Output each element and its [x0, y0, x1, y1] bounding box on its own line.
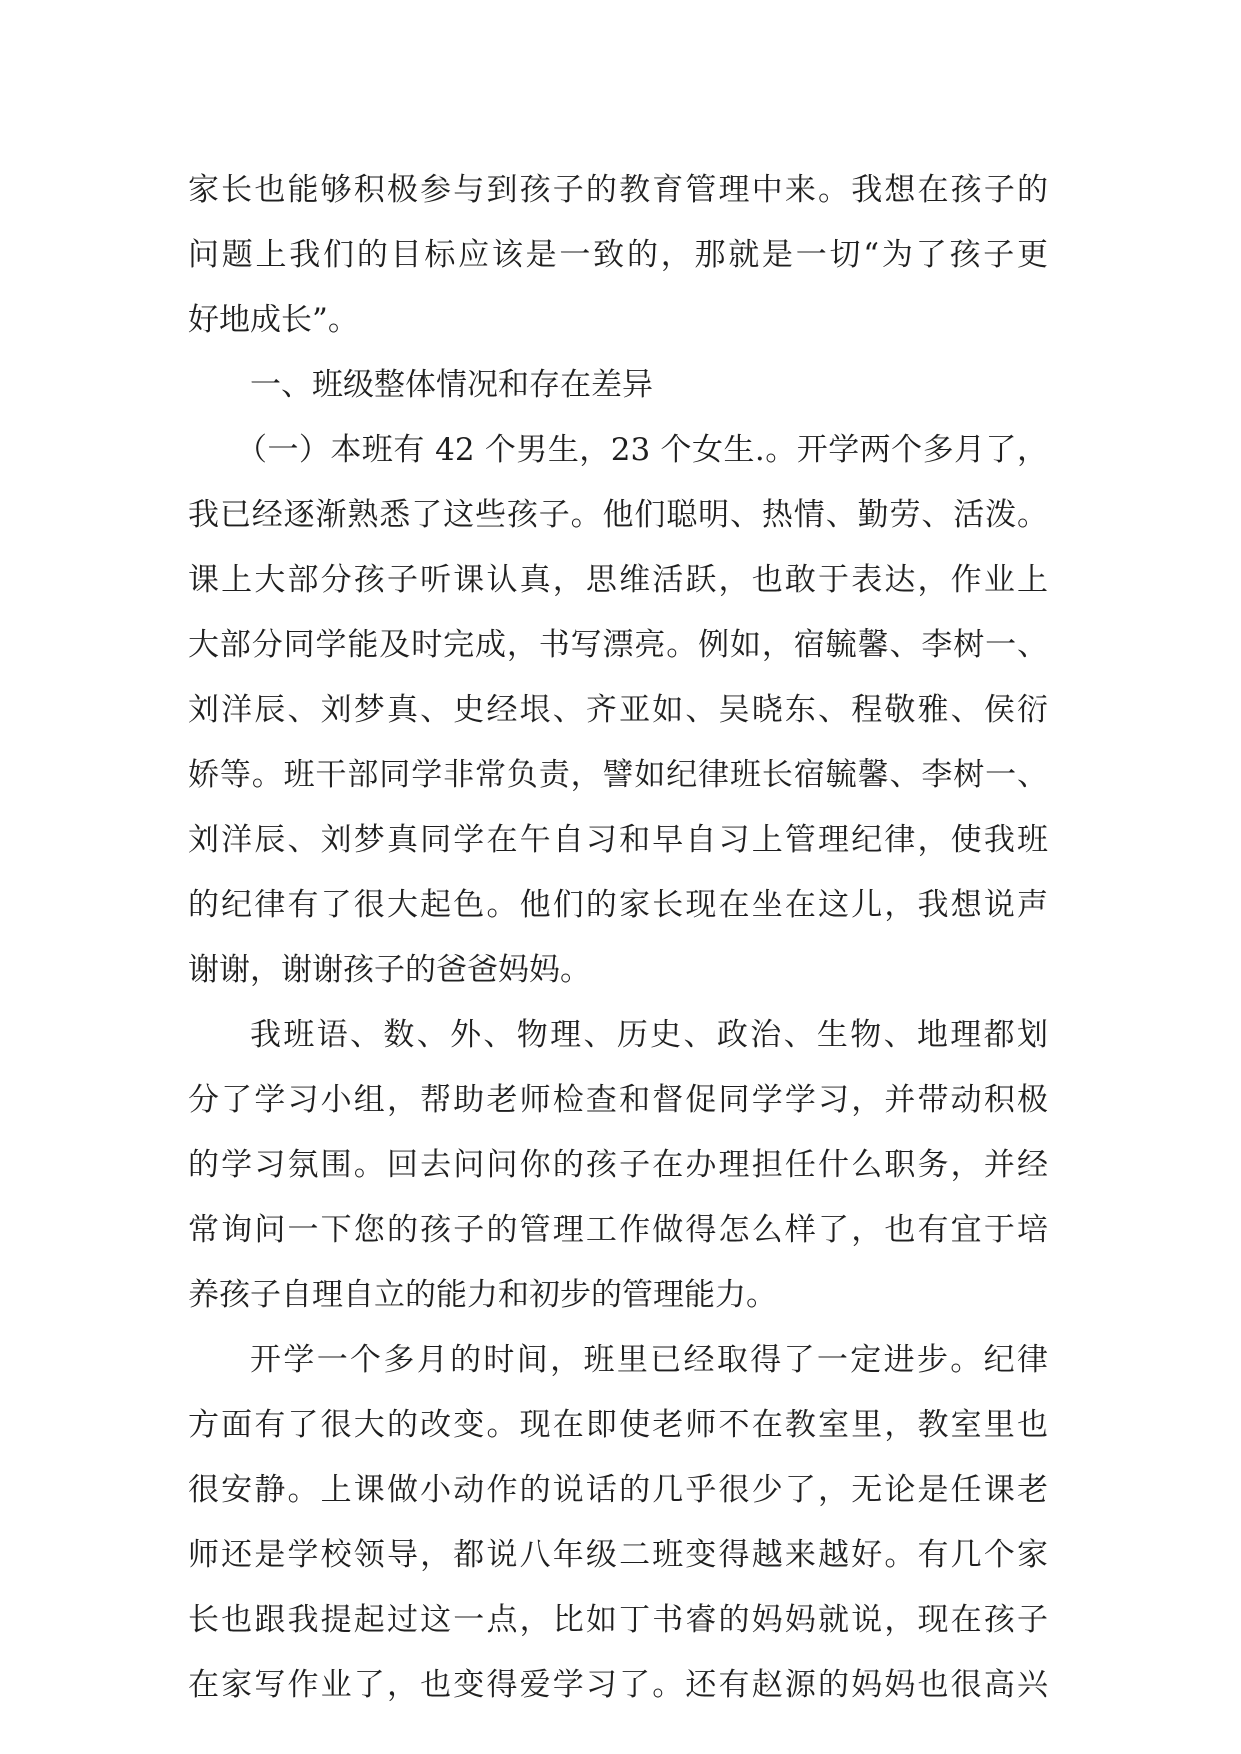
paragraph-start-line: 开学一个多月的时间，班里已经取得了一定进步。纪律	[250, 1342, 1048, 1378]
text-line: 课上大部分孩子听课认真，思维活跃，也敢于表达，作业上	[188, 562, 1048, 598]
text-line: 常询问一下您的孩子的管理工作做得怎么样了，也有宜于培	[188, 1212, 1048, 1248]
text-line: 很安静。上课做小动作的说话的几乎很少了，无论是任课老	[188, 1472, 1048, 1508]
text-line: 长也跟我提起过这一点，比如丁书睿的妈妈就说，现在孩子	[188, 1602, 1048, 1638]
text-line: 好地成长”。	[188, 302, 359, 338]
text-line: 的学习氛围。回去问问你的孩子在办理担任什么职务，并经	[188, 1147, 1048, 1183]
text-line: 的纪律有了很大起色。他们的家长现在坐在这儿，我想说声	[188, 887, 1048, 923]
text-line: 养孩子自理自立的能力和初步的管理能力。	[188, 1277, 777, 1313]
text-line: 问题上我们的目标应该是一致的，那就是一切“为了孩子更	[188, 237, 1048, 273]
text-line: 刘洋辰、刘梦真、史经垠、齐亚如、吴晓东、程敬雅、侯衍	[188, 692, 1048, 728]
text-line: 刘洋辰、刘梦真同学在午自习和早自习上管理纪律，使我班	[188, 822, 1048, 858]
subsection-line: （一）本班有 42 个男生，23 个女生.。开学两个多月了，	[236, 432, 1048, 468]
text-line: 娇等。班干部同学非常负责，譬如纪律班长宿毓馨、李树一、	[188, 757, 1048, 793]
document-body	[188, 158, 1048, 1718]
text-line: 大部分同学能及时完成，书写漂亮。例如，宿毓馨、李树一、	[188, 627, 1048, 663]
paragraph-start-line: 我班语、数、外、物理、历史、政治、生物、地理都划	[250, 1017, 1048, 1053]
text-line: 师还是学校领导，都说八年级二班变得越来越好。有几个家	[188, 1537, 1048, 1573]
text-line: 谢谢，谢谢孩子的爸爸妈妈。	[188, 952, 591, 988]
text-line: 我已经逐渐熟悉了这些孩子。他们聪明、热情、勤劳、活泼。	[188, 497, 1048, 533]
text-line: 分了学习小组，帮助老师检查和督促同学学习，并带动积极	[188, 1082, 1048, 1118]
text-line: 方面有了很大的改变。现在即使老师不在教室里，教室里也	[188, 1407, 1048, 1443]
text-line: 家长也能够积极参与到孩子的教育管理中来。我想在孩子的	[188, 172, 1048, 208]
section-heading: 一、班级整体情况和存在差异	[250, 367, 653, 403]
text-line: 在家写作业了，也变得爱学习了。还有赵源的妈妈也很高兴	[188, 1667, 1048, 1703]
